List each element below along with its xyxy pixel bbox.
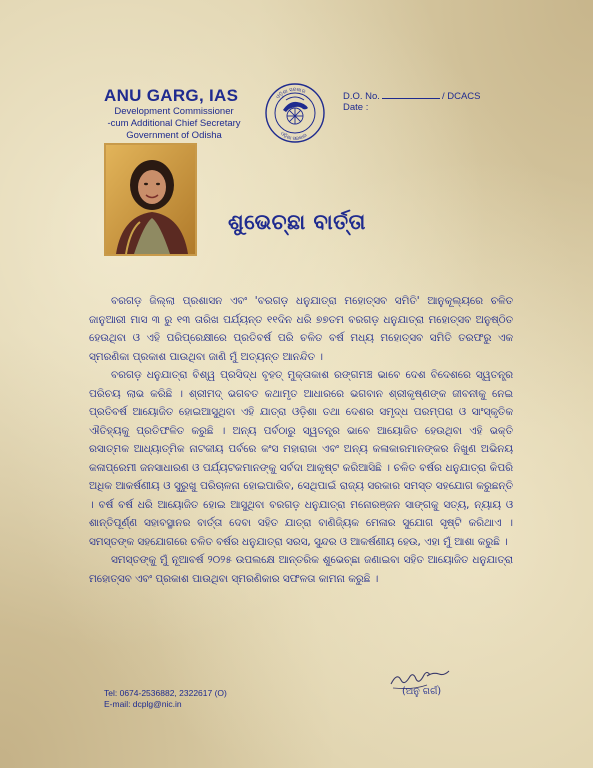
body-paragraph: ସମସ୍ତଙ୍କୁ ମୁଁ ନୂଆବର୍ଷ ୨୦୨୫ ଉପଲକ୍ଷେ ଆନ୍ତରିକ ଶୁଭେଚ୍ଛା ଜଣାଇବା ସହିତ ଆୟୋଜିତ ଧନୁଯାତ୍ରା ମହୋତ୍ସବ ଏବଂ ପ୍ରକାଶ ପାଉଥିବା ସ୍ମରଣିକାର ସଫଳତା କାମନା କରୁଛି ।: [89, 554, 513, 585]
do-no-suffix: / DCACS: [441, 91, 481, 102]
emblem-top-text: ଓଡ଼ିଶା ସରକାର: [275, 86, 307, 101]
emblem-bottom-text: ଓଡ଼ିଶା ସରକାର: [279, 130, 309, 143]
officer-designation: [104, 106, 244, 142]
officer-name: ANU GARG, IAS: [104, 86, 239, 105]
designation-line: Development Commissioner: [114, 106, 234, 117]
officer-photo: [104, 143, 197, 256]
letter-body: [89, 292, 513, 588]
do-no-label: D.O. No.: [343, 91, 380, 102]
greeting-heading: ଶୁଭେଚ୍ଛା ବାର୍ତ୍ତା: [228, 210, 366, 234]
signatory-name: (ଅନୁ ଗର୍ଗ): [402, 686, 442, 697]
designation-line: -cum Additional Chief Secretary: [107, 118, 241, 129]
do-number-block: [343, 91, 481, 113]
portrait-image: [106, 145, 195, 254]
telephone-text: Tel: 0674-2536882, 2322617 (O): [104, 688, 227, 698]
email-text: E-mail: dcplg@nic.in: [104, 699, 182, 709]
odisha-emblem-icon: [264, 80, 326, 146]
body-paragraph: ବରଗଡ଼ ଧନୁଯାତ୍ରା ବିଶ୍ୱ ପ୍ରସିଦ୍ଧ ବୃହତ୍ ମୁକ୍ତାକାଶ ରଙ୍ଗମଞ୍ଚ ଭାବେ ଦେଶ ବିଦେଶରେ ସ୍ୱତନ୍ତ୍ର ପରିଚୟ ଲାଭ କରିଛି । ଶ୍ରୀମଦ୍ ଭଗବତ କଥାମୃତ ଆଧାରରେ ଭଗବାନ ଶ୍ରୀକୃଷ୍ଣଙ୍କ ଜୀବନୀକୁ ନେଇ ପ୍ରତିବର୍ଷ ଆୟୋଜିତ ହୋଇଆସୁଥିବା ଏହି ଯାତ୍ରା ଓଡ଼ିଶା ତଥା ଦେଶର ସମୃଦ୍ଧ ପରମ୍ପରା ଓ ସାଂସ୍କୃତିକ ଐତିହ୍ୟକୁ ପ୍ରତିଫଳିତ କରୁଛି । ଅନ୍ୟ ପର୍ବଠାରୁ ସ୍ୱତନ୍ତ୍ର ଭାବେ ଆୟୋଜିତ ହେଉଥିବା ଏହି ଭକ୍ତି ରସାତ୍ମକ ଆଧ୍ୟାତ୍ମିକ ନାଟକୀୟ ପର୍ବରେ କଂସ ମହାରାଜା ଏବଂ ଅନ୍ୟ କଳାକାରମାନଙ୍କର ନିଖୁଣ ଅଭିନୟ କଳାପ୍ରେମୀ ଜନସାଧାରଣ ଓ ପର୍ଯ୍ୟଟକମାନଙ୍କୁ ସର୍ବଦା ଆକୃଷ୍ଟ କରିଆସିଛି । ଚଳିତ ବର୍ଷର ଧନୁଯାତ୍ରା କିପରି ଅଧିକ ଆକର୍ଷଣୀୟ ଓ ସୁରୁଖୁ ପରିଚାଳନା ହୋଇପାରିବ, ସେଥିପାଇଁ ରାଜ୍ୟ ସରକାର ସମସ୍ତ ସହଯୋଗ କରୁଛନ୍ତି । ବର୍ଷ ବର୍ଷ ଧରି ଆୟୋଜିତ ହୋଇ ଆସୁଥିବା ବରଗଡ଼ ଧନୁଯାତ୍ରା ମନୋରଞ୍ଜନ ସାଙ୍ଗକୁ ସତ୍ୟ, ନ୍ୟାୟ ଓ ଶାନ୍ତିପୂର୍ଣ୍ଣ ସହାବସ୍ଥାନର ବାର୍ତ୍ତା ଦେବା ସହିତ ଯାତ୍ରା ବାଣିଜ୍ୟିକ ମେଳାର ସୁଯୋଗ ସୃଷ୍ଟି କରିଥାଏ । ସମସ୍ତଙ୍କ ସହଯୋଗରେ ଚଳିତ ବର୍ଷର ଧନୁଯାତ୍ରା ସରସ, ସୁନ୍ଦର ଓ ଆକର୍ଷଣୀୟ ହେଉ, ଏହା ମୁଁ ଆଶା କରୁଛି ।: [89, 369, 513, 548]
body-paragraph: ବରଗଡ଼ ଜିଲ୍ଲା ପ୍ରଶାସନ ଏବଂ 'ବରଗଡ଼ ଧନୁଯାତ୍ରା ମହୋତ୍ସବ ସମିତି' ଆନୁକୂଲ୍ୟରେ ଚଳିତ ଜାନୁଆରୀ ମାସ ୩ ରୁ ୧୩ ତାରିଖ ପର୍ଯ୍ୟନ୍ତ ୧୧ଦିନ ଧରି ୭୭ତମ ବରଗଡ଼ ଧନୁଯାତ୍ରା ମହୋତ୍ସବ ଅନୁଷ୍ଠିତ ହେଉଥିବା ଓ ଏହି ପରିପ୍ରେକ୍ଷୀରେ ପ୍ରତିବର୍ଷ ପରି ଚଳିତ ବର୍ଷ ମଧ୍ୟ ମହୋତ୍ସବ ସମିତି ତରଫରୁ ଏକ ସ୍ମରଣିକା ପ୍ରକାଶ ପାଉଥିବା ଜାଣି ମୁଁ ଅତ୍ୟନ୍ତ ଆନନ୍ଦିତ ।: [89, 295, 513, 363]
designation-line: Government of Odisha: [126, 130, 222, 141]
contact-details: [104, 688, 227, 710]
do-no-blank: [382, 98, 440, 99]
date-label: Date :: [343, 102, 369, 113]
